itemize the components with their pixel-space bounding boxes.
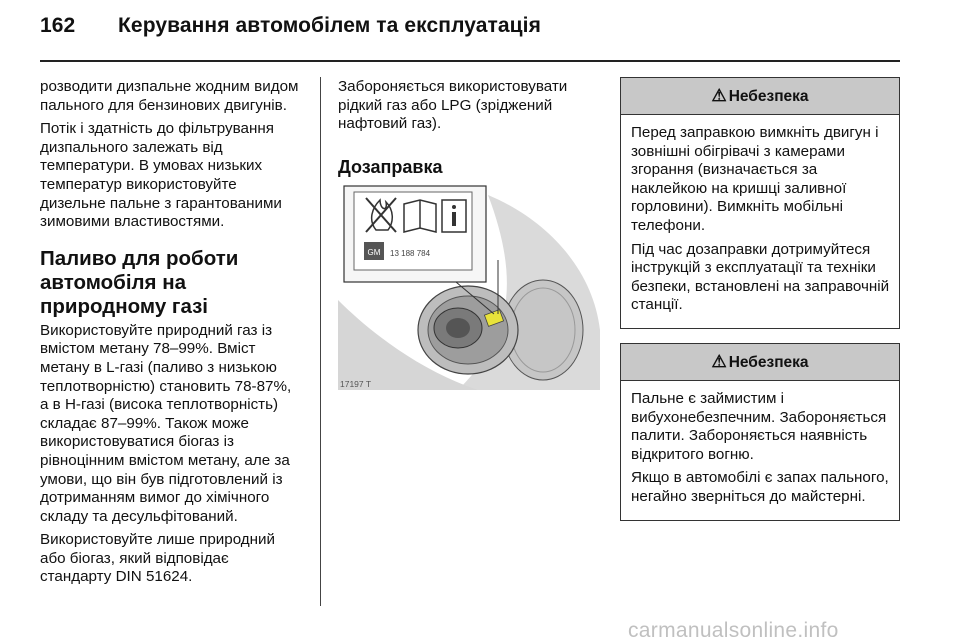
warning-text: Пальне є займистим і вибухонебезпечним. Забороняється палити. Забороняється наявність відкритого вогню.: [631, 390, 887, 463]
warning-text: Перед заправкою вимкніть двигун і зовнішні обігрівачі з камерами згорання (визначається за наклейкою на кришці заливної горловини). Вимкніть мобільні телефони.: [631, 124, 879, 234]
watermark: carmanualsonline.info: [628, 619, 839, 642]
warning-box-2: [620, 343, 900, 521]
page-title: Керування автомобілем та експлуатація: [118, 14, 541, 37]
warning-title: Небезпека: [728, 354, 809, 371]
figure-id: 17197 T: [340, 379, 372, 389]
column-middle: [338, 78, 602, 188]
paragraph: Використовуйте природний газ із вмістом метану 78–99%. Вміст метану в L-газі (паливо з низькою теплотворністю) становить 78-87%, а в H-газі (висока теплотворність) складає 87–99%. Також може використовуватися біогаз із рівноцінним вмістом метану, але за умови, що він був підготовлений із дотриманням вимог до хімічного складу та десульфітований.: [40, 321, 292, 525]
section-heading: Паливо для роботи автомобіля на природному газі: [40, 246, 239, 318]
column-divider: [320, 77, 321, 606]
column-left: [40, 78, 302, 592]
warning-triangle-icon: ⚠: [711, 86, 727, 105]
warning-text: Якщо в автомобілі є запах пального, негайно зверніться до майстерні.: [631, 469, 889, 505]
paragraph: розводити дизпальне жодним видом пального для бензинових двигунів.: [40, 78, 299, 114]
paragraph: Потік і здатність до фільтрування дизпального залежать від температури. В умовах низьких температур використовуйте дизельне пальне з гарантованими зимовими властивостями.: [40, 120, 282, 231]
warning-header: [621, 344, 899, 381]
warning-text: Під час дозаправки дотримуйтеся інструкцій з експлуатації та техніки безпеки, встановлені на заправочній станції.: [631, 240, 890, 314]
refueling-illustration: [338, 180, 600, 390]
paragraph: Забороняється використовувати рідкий газ або LPG (зріджений нафтовий газ).: [338, 78, 568, 133]
page-header: [40, 14, 541, 38]
page-number: 162: [40, 14, 76, 37]
warning-header: [621, 78, 899, 115]
section-heading: Дозаправка: [338, 156, 443, 177]
label-code: 13 188 784: [390, 249, 431, 258]
gm-badge: GM: [367, 248, 381, 257]
warning-body: [621, 381, 899, 520]
warning-title: Небезпека: [728, 88, 809, 105]
paragraph: Використовуйте лише природний або біогаз, який відповідає стандарту DIN 51624.: [40, 531, 276, 586]
warning-box-1: [620, 77, 900, 329]
warning-triangle-icon: ⚠: [711, 352, 727, 371]
warning-body: [621, 115, 899, 328]
header-rule: [40, 60, 900, 62]
